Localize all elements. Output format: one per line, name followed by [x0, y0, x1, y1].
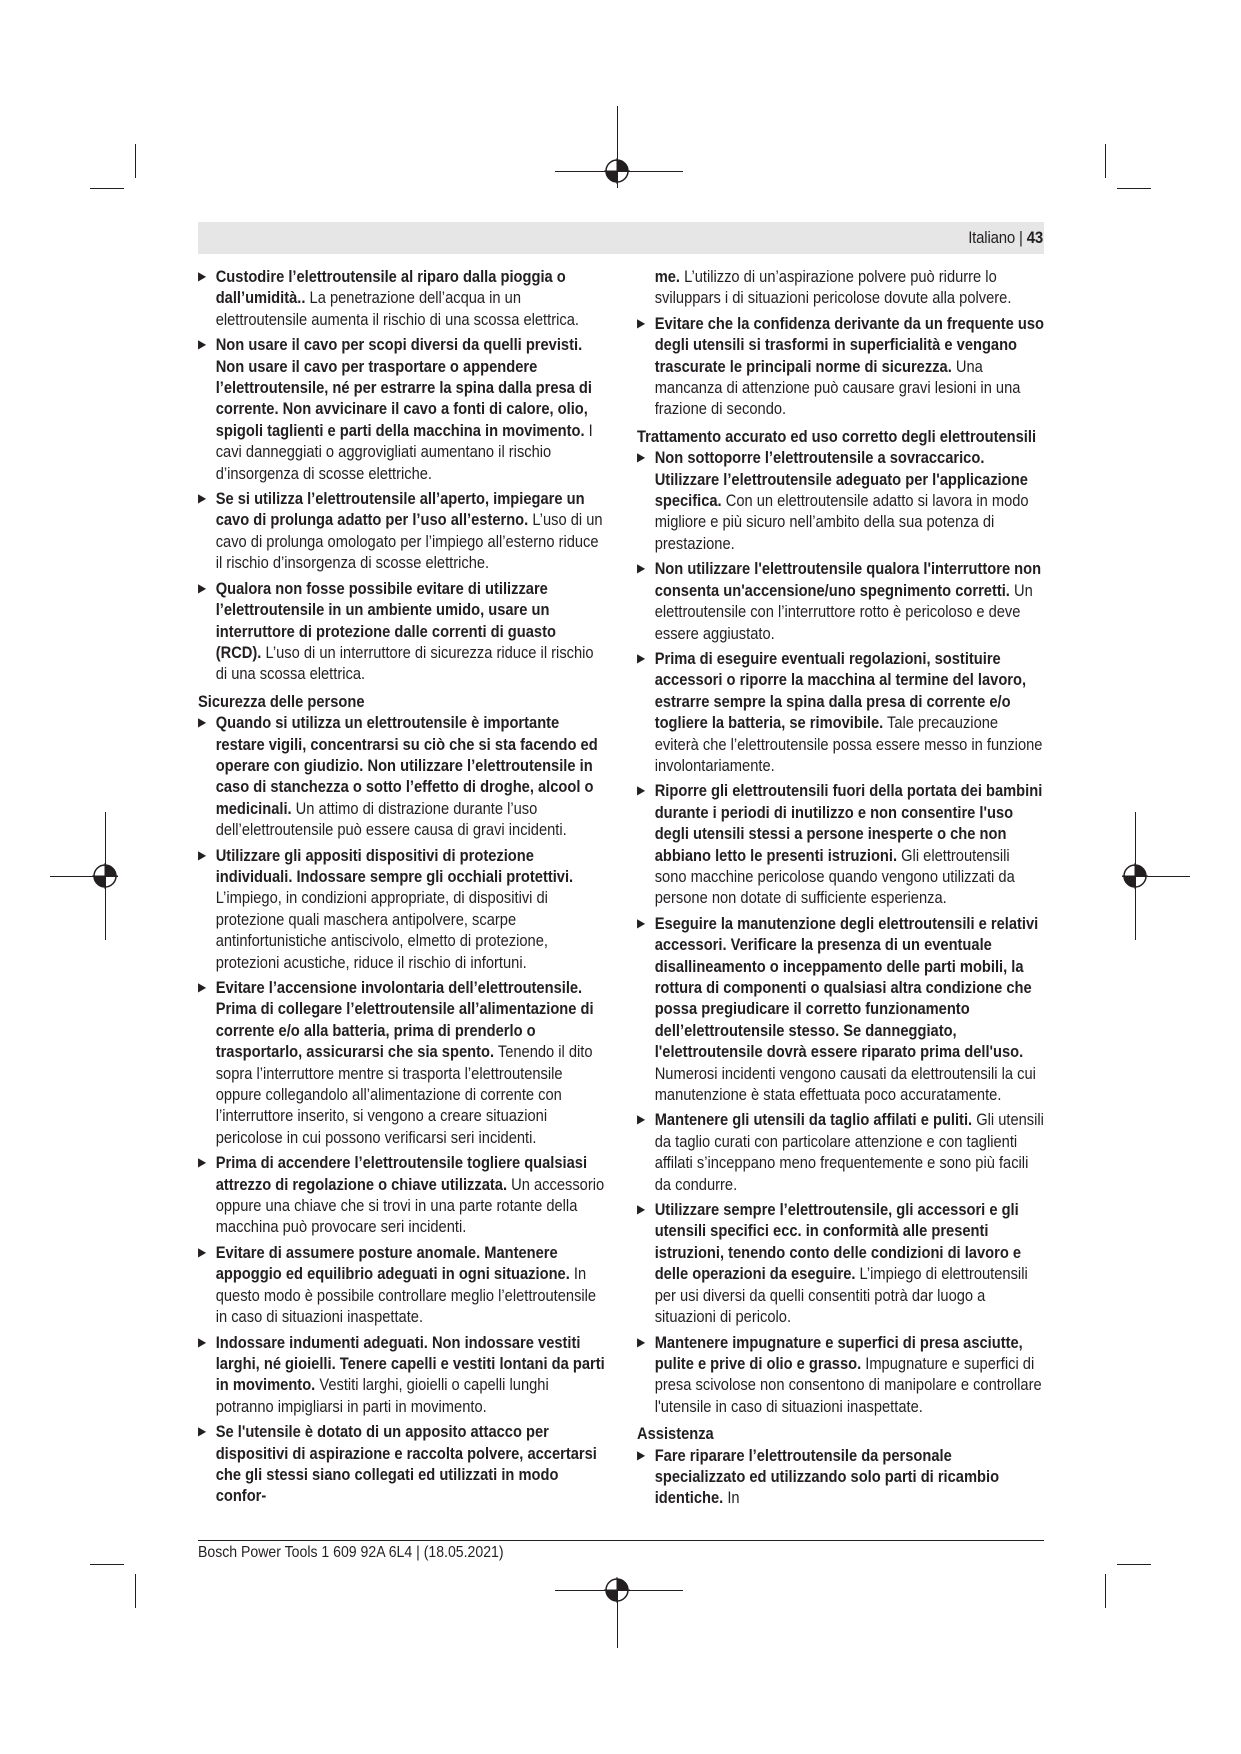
instruction-explanation: Tale precauzione eviterà che l’elettroutensile possa essere messo in funzione involontariamente. — [654, 713, 1043, 775]
footer-rule — [198, 1540, 1044, 1541]
instruction-bold: Eseguire la manutenzione degli elettroutensili e relativi accessori. Verificare la presenza di un eventuale disallineamento o inceppamento delle parti mobili, la rottura di componenti o qualsiasi altra condizione che possa pregiudicare il corretto funzionamento dell’elettroutensile stesso. Se danneggiato, l'elettroutensile dovrà essere riparato prima dell'uso. — [654, 913, 1039, 1062]
instruction-bold: Riporre gli elettroutensili fuori della portata dei bambini durante i periodi di inutilizzo e non consentire l'uso degli utensili stessi a persone inesperte o che non abbiano letto le presenti istruzioni. — [654, 781, 1043, 865]
bullet-arrow-icon: ▶ — [637, 561, 646, 576]
safety-instruction — [198, 977, 605, 1148]
bullet-arrow-icon: ▶ — [198, 715, 207, 730]
safety-instruction — [637, 313, 1044, 420]
instruction-bold: Qualora non fosse possibile evitare di utilizzare l’elettroutensile in un ambiente umido, usare un interruttore di protezione dalle correnti di guasto (RCD). — [215, 578, 556, 662]
safety-instruction — [198, 578, 605, 685]
crop-mark — [1117, 188, 1151, 189]
registration-target-icon — [604, 1577, 630, 1603]
safety-instruction — [637, 780, 1044, 908]
safety-instruction — [637, 1199, 1044, 1327]
instruction-bold: Mantenere gli utensili da taglio affilati e puliti. — [654, 1110, 973, 1130]
bullet-arrow-icon: ▶ — [637, 915, 646, 930]
instruction-bold: Mantenere impugnature e superfici di presa asciutte, pulite e prive di olio e grasso. — [654, 1332, 1023, 1373]
instruction-explanation: Numerosi incidenti vengono causati da elettroutensili la cui manutenzione è stata effettuata poco accuratamente. — [654, 1063, 1036, 1105]
instruction-bold: Quando si utilizza un elettroutensile è importante restare vigili, concentrarsi su ciò che si sta facendo ed operare con giudizio. Non utilizzare l’elettroutensile in caso di stanchezza o sotto l’effetto di droghe, alcool o medicinali. — [215, 713, 598, 818]
bullet-arrow-icon: ▶ — [637, 1112, 646, 1127]
safety-instruction — [637, 1109, 1044, 1195]
left-column — [198, 266, 606, 1511]
safety-instruction — [198, 266, 605, 330]
instruction-bold: Indossare indumenti adeguati. Non indossare vestiti larghi, né gioielli. Tenere capelli e vestiti lontani da parti in movimento. — [215, 1332, 605, 1395]
instruction-explanation: Tenendo il dito sopra l’interruttore mentre si trasporta l’elettroutensile oppure collegandolo all’alimentazione di corrente con l’interruttore inserito, si vengono a creare situazioni pericolose in cui possono verificarsi seri incidenti. — [215, 1042, 593, 1147]
bullet-arrow-icon: ▶ — [637, 1447, 646, 1462]
instruction-bold: Utilizzare gli appositi dispositivi di protezione individuali. Indossare sempre gli occhiali protettivi. — [215, 845, 574, 886]
right-column-text — [637, 266, 1044, 1509]
instruction-explanation: Gli elettroutensili sono macchine pericolose quando vengono utilizzati da persone non dotate di sufficiente esperienza. — [654, 845, 1015, 908]
running-header — [968, 228, 1043, 248]
bullet-arrow-icon: ▶ — [637, 315, 646, 330]
page-number: 43 — [1026, 228, 1043, 247]
safety-instruction — [198, 1242, 605, 1328]
bullet-arrow-icon: ▶ — [637, 450, 646, 465]
bullet-arrow-icon: ▶ — [198, 1334, 207, 1349]
instruction-bold: Fare riparare l’elettroutensile da personale specializzato ed utilizzando solo parti di ricambio identiche. — [654, 1445, 1000, 1508]
instruction-explanation: Impugnature e superfici di presa scivolose non consentono di manipolare e controllare l'utensile in caso di situazioni inaspettate. — [654, 1353, 1042, 1416]
safety-instruction — [637, 1332, 1044, 1418]
bullet-arrow-icon: ▶ — [637, 783, 646, 798]
crop-mark — [135, 144, 136, 178]
safety-instruction — [198, 488, 605, 574]
section-heading: Assistenza — [637, 1424, 714, 1444]
instruction-bold: Se l'utensile è dotato di un apposito attacco per dispositivi di aspirazione e raccolta polvere, accertarsi che gli stessi siano collegati ed utilizzati in modo confor- — [215, 1422, 597, 1506]
instruction-explanation: Vestiti larghi, gioielli o capelli lunghi potranno impigliarsi in parti in movimento. — [215, 1375, 549, 1416]
instruction-explanation: Un attimo di distrazione durante l’uso dell’elettroutensile può essere causa di gravi incidenti. — [215, 798, 567, 840]
safety-instruction — [637, 558, 1044, 644]
instruction-explanation: L’impiego, in condizioni appropriate, di dispositivi di protezione quali maschera antipolvere, scarpe antinfortunistiche antiscivolo, elmetto di protezione, protezioni acustiche, riduce il rischio di infortuni. — [215, 888, 548, 972]
safety-instruction — [198, 1332, 605, 1418]
instruction-bold: me. — [654, 267, 681, 286]
instruction-explanation: L’impiego di elettroutensili per usi diversi da quelli consentiti potrà dar luogo a situazioni di pericolo. — [654, 1264, 1028, 1327]
instruction-explanation: Un elettroutensile con l’interruttore rotto è pericoloso e deve essere aggiustato. — [654, 580, 1033, 643]
instruction-bold: Utilizzare sempre l’elettroutensile, gli accessori e gli utensili specifici ecc. in conformità alle presenti istruzioni, tenendo conto delle condizioni di lavoro e delle operazioni da eseguire. — [654, 1200, 1022, 1284]
instruction-explanation: Un accessorio oppure una chiave che si trovi in una parte rotante della macchina può provocare seri incidenti. — [215, 1174, 605, 1237]
instruction-explanation: L’uso di un interruttore di sicurezza riduce il rischio di una scossa elettrica. — [215, 642, 594, 684]
crop-mark — [1105, 144, 1106, 178]
safety-instruction — [637, 1445, 1044, 1509]
header-separator: | — [1019, 228, 1023, 247]
registration-target-icon — [1122, 863, 1148, 889]
instruction-bold: Evitare l’accensione involontaria dell’elettroutensile. Prima di collegare l’elettroutensile all’alimentazione di corrente e/o alla batteria, prima di prenderlo o trasportarlo, assicurarsi che sia spento. — [215, 978, 594, 1062]
crop-mark — [1105, 1574, 1106, 1608]
bullet-arrow-icon: ▶ — [198, 980, 207, 994]
instruction-explanation: L’uso di un cavo di prolunga omologato per l’impiego all’esterno riduce il rischio d’insorgenza di scosse elettriche. — [215, 510, 603, 573]
instruction-bold: Prima di eseguire eventuali regolazioni, sostituire accessori o riporre la macchina al termine del lavoro, estrarre sempre la spina dalla presa di corrente e/o togliere la batteria, se rimovibile. — [654, 648, 1027, 733]
bullet-arrow-icon: ▶ — [637, 1334, 646, 1349]
bullet-arrow-icon: ▶ — [198, 1424, 207, 1439]
section-heading: Sicurezza delle persone — [198, 691, 365, 711]
safety-instruction — [198, 334, 605, 484]
registration-target-icon — [604, 158, 630, 184]
footer-text: Bosch Power Tools 1 609 92A 6L4 | (18.05.2021) — [198, 1544, 504, 1561]
bullet-arrow-icon: ▶ — [198, 580, 207, 595]
instruction-explanation: In — [723, 1488, 740, 1508]
instruction-bold: Non utilizzare l'elettroutensile qualora l'interruttore non consenta un'accensione/uno spegnimento corretti. — [654, 559, 1042, 600]
instruction-bold: Non sottoporre l’elettroutensile a sovraccarico. Utilizzare l’elettroutensile adeguato per l'applicazione specifica. — [654, 448, 1028, 511]
crop-mark — [90, 1564, 124, 1565]
bullet-arrow-icon: ▶ — [637, 650, 646, 665]
instruction-continuation — [637, 266, 1044, 309]
instruction-bold: Evitare che la confidenza derivante da un frequente uso degli utensili si trasformi in superficialità e vengano trascurate le principali norme di sicurezza. — [654, 313, 1044, 376]
bullet-arrow-icon: ▶ — [198, 337, 207, 352]
instruction-explanation: La penetrazione dell’acqua in un elettroutensile aumenta il rischio di una scossa elettrica. — [215, 288, 579, 329]
instruction-explanation: L’utilizzo di un’aspirazione polvere può ridurre lo sviluppars i di situazioni pericolose dovute alla polvere. — [654, 267, 1012, 308]
bullet-arrow-icon: ▶ — [198, 269, 207, 283]
instruction-bold: Non usare il cavo per scopi diversi da quelli previsti. Non usare il cavo per trasportare o appendere l’elettroutensile, né per estrarre la spina dalla presa di corrente. Non avvicinare il cavo a fonti di calore, olio, spigoli taglienti e parti della macchina in movimento. — [215, 335, 592, 440]
bullet-arrow-icon: ▶ — [198, 1244, 207, 1259]
instruction-explanation: Con un elettroutensile adatto si lavora in modo migliore e più sicuro nell’ambito della sua potenza di prestazione. — [654, 491, 1029, 553]
bullet-arrow-icon: ▶ — [198, 847, 207, 862]
crop-mark — [90, 188, 124, 189]
instruction-explanation: In questo modo è possibile controllare meglio l’elettroutensile in caso di situazioni inaspettate. — [215, 1264, 597, 1327]
safety-instruction — [637, 648, 1044, 776]
instruction-bold: Evitare di assumere posture anomale. Mantenere appoggio ed equilibrio adeguati in ogni situazione. — [215, 1242, 570, 1284]
right-column — [637, 266, 1045, 1513]
instruction-explanation: Una mancanza di attenzione può causare gravi lesioni in una frazione di secondo. — [654, 356, 1021, 419]
instruction-bold: Prima di accendere l’elettroutensile togliere qualsiasi attrezzo di regolazione o chiave utilizzata. — [215, 1153, 588, 1194]
crop-mark — [1117, 1564, 1151, 1565]
header-language: Italiano — [968, 228, 1016, 247]
instruction-explanation: I cavi danneggiati o aggrovigliati aumentano il rischio d’insorgenza di scosse elettriche. — [215, 420, 593, 483]
left-column-text — [198, 266, 605, 1507]
safety-instruction — [637, 447, 1044, 554]
safety-instruction — [198, 1152, 605, 1238]
safety-instruction — [637, 913, 1044, 1106]
bullet-arrow-icon: ▶ — [198, 491, 207, 506]
safety-instruction — [198, 712, 605, 840]
crop-mark — [135, 1574, 136, 1608]
instruction-bold: Custodire l’elettroutensile al riparo dalla pioggia o dall’umidità.. — [215, 267, 566, 308]
section-heading: Trattamento accurato ed uso corretto degli elettroutensili — [637, 426, 1037, 446]
safety-instruction — [198, 845, 605, 973]
bullet-arrow-icon: ▶ — [637, 1202, 646, 1217]
instruction-bold: Se si utilizza l’elettroutensile all’aperto, impiegare un cavo di prolunga adatto per l’uso all’esterno. — [215, 489, 585, 530]
bullet-arrow-icon: ▶ — [198, 1155, 207, 1170]
header-band — [198, 222, 1044, 254]
safety-instruction — [198, 1421, 605, 1507]
instruction-explanation: Gli utensili da taglio curati con particolare attenzione e con taglienti affilati s’inceppano meno frequentemente e sono più facili da condurre. — [654, 1110, 1044, 1194]
registration-target-icon — [92, 863, 118, 889]
